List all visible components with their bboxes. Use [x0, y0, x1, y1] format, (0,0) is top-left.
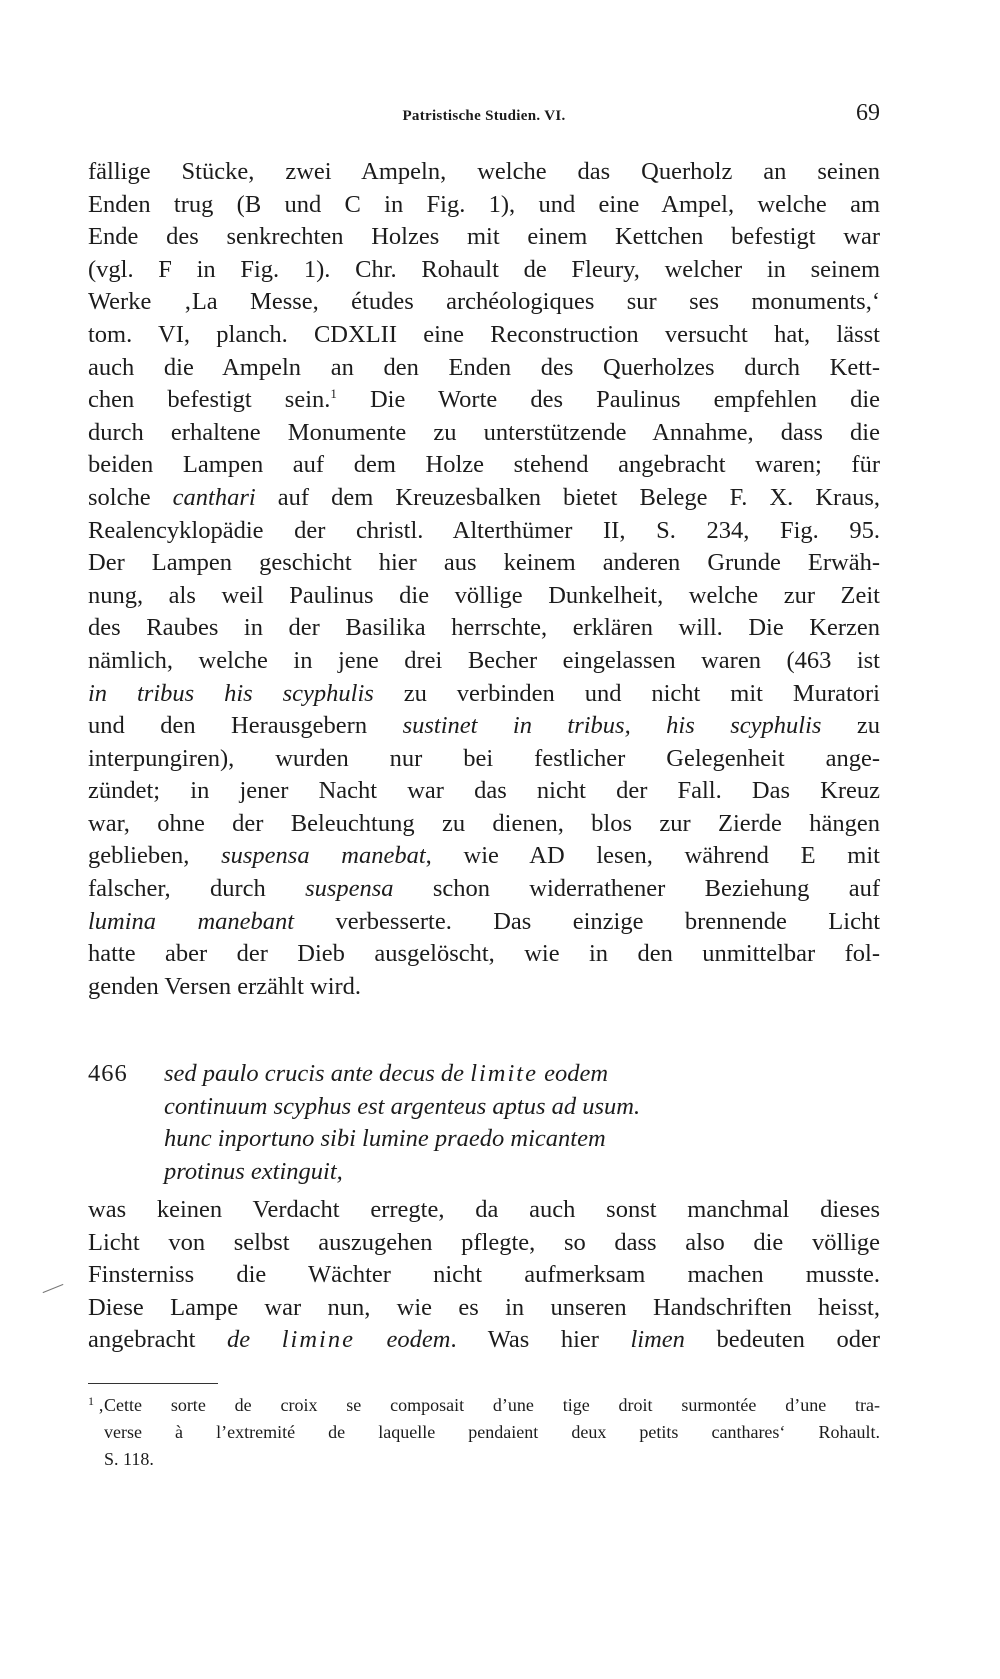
text-line: genden Versen erzählt wird.: [88, 972, 362, 1000]
text-line: chen befestigt sein.$^1$ Die Worte des Paulinus empfehlen die: [88, 386, 880, 414]
text-line: Enden trug (B und C in Fig. 1), und eine Ampel, welche am: [88, 190, 880, 218]
footnote-line: S. 118.: [104, 1449, 154, 1469]
text-line: durch erhaltene Monumente zu unterstützende Annahme, dass die: [88, 418, 880, 446]
text-line: in tribus his scyphulis zu verbinden und nicht mit Muratori: [88, 679, 880, 707]
verse-lines: [164, 1058, 640, 1188]
text-line: Realencyklopädie der christl. Alterthümer II, S. 234, Fig. 95.: [88, 516, 880, 544]
text-line: Licht von selbst auszugehen pflegte, so dass also die völlige: [88, 1228, 880, 1256]
footnote-line: $^1$ ‚Cette sorte de croix se composait d’une tige droit surmontée d’une tra-: [88, 1394, 880, 1415]
text-line: nung, als weil Paulinus die völlige Dunkelheit, welche zur Zeit: [88, 581, 880, 609]
main-text-continued: [88, 1194, 880, 1357]
verse-line: sed paulo crucis ante decus de limite eodem: [164, 1060, 609, 1087]
running-title: Patristische Studien. VI.: [402, 108, 566, 124]
text-line: beiden Lampen auf dem Holze stehend angebracht waren; für: [88, 451, 880, 479]
verse-line: continuum scyphus est argenteus aptus ad usum.: [164, 1092, 641, 1120]
text-line: Der Lampen geschicht hier aus keinem anderen Grunde Erwäh-: [88, 549, 880, 577]
italic-quote: in tribus his scyphulis: [88, 679, 374, 707]
text-line: (vgl. F in Fig. 1). Chr. Rohault de Fleury, welcher in seinem: [88, 255, 880, 283]
text-line: auch die Ampeln an den Enden des Querholzes durch Kett-: [88, 353, 880, 381]
text-line: solche canthari auf dem Kreuzesbalken bietet Belege F. X. Kraus,: [88, 483, 880, 511]
text-line: tom. VI, planch. CDXLII eine Reconstruction versucht hat, lässt: [88, 320, 880, 348]
verse-line: protinus extinguit,: [164, 1157, 343, 1185]
text-line: war, ohne der Beleuchtung zu dienen, blos zur Zierde hängen: [88, 809, 880, 837]
text-line: und den Herausgebern sustinet in tribus, his scyphulis zu: [88, 712, 881, 740]
footnote-mark: 1: [88, 1394, 94, 1408]
text-line: interpungiren), wurden nur bei festlicher Gelegenheit ange-: [88, 744, 880, 772]
text-line: Ende des senkrechten Holzes mit einem Kettchen befestigt war: [88, 223, 880, 251]
footnote-rule: [88, 1383, 218, 1384]
italic-quote: lumina manebant: [88, 907, 295, 935]
spaced-word: limite: [470, 1060, 538, 1087]
footnote: [88, 1392, 880, 1473]
text-line: was keinen Verdacht erregte, da auch sonst manchmal dieses: [88, 1196, 880, 1223]
text-line: zündet; in jener Nacht war das nicht der Fall. Das Kreuz: [88, 777, 880, 805]
text-line: fällige Stücke, zwei Ampeln, welche das Querholz an seinen: [88, 158, 880, 185]
spaced-word: limine: [281, 1326, 355, 1354]
italic-quote: suspensa manebat: [221, 842, 426, 870]
italic-term: canthari: [172, 483, 256, 511]
text-line: Werke ‚La Messe, études archéologiques sur ses monuments,‘: [88, 288, 880, 316]
italic-term: suspensa: [305, 875, 394, 903]
text-line: Finsterniss die Wächter nicht aufmerksam machen musste.: [88, 1261, 880, 1289]
text-line: nämlich, welche in jene drei Becher eingelassen waren (463 ist: [88, 646, 880, 674]
italic-term: limen: [630, 1326, 685, 1354]
text-line: angebracht de limine eodem. Was hier limen bedeuten oder: [88, 1326, 881, 1354]
page-header: [88, 100, 880, 136]
text-line: Diese Lampe war nun, wie es in unseren Handschriften heisst,: [88, 1293, 880, 1321]
text-line: falscher, durch suspensa schon widerrathener Beziehung auf: [88, 875, 880, 903]
main-text: [88, 156, 880, 1003]
text-line: des Raubes in der Basilika herrschte, erklären will. Die Kerzen: [88, 614, 880, 642]
footnote-reference[interactable]: 1: [330, 386, 337, 402]
italic-quote: sustinet in tribus, his scyphulis: [402, 712, 822, 740]
margin-mark: [43, 1284, 64, 1293]
text-line: lumina manebant verbesserte. Das einzige brennende Licht: [88, 907, 881, 935]
text-line: geblieben, suspensa manebat, wie AD lesen, während E mit: [88, 842, 880, 870]
verse-number: 466: [88, 1060, 128, 1087]
page-number: 69: [856, 100, 880, 126]
footnote-line: verse à l’extremité de laquelle pendaient deux petits canthares‘ Rohault.: [104, 1422, 880, 1442]
verse-line: hunc inportuno sibi lumine praedo micantem: [164, 1125, 606, 1152]
text-line: hatte aber der Dieb ausgelöscht, wie in den unmittelbar fol-: [88, 940, 880, 968]
